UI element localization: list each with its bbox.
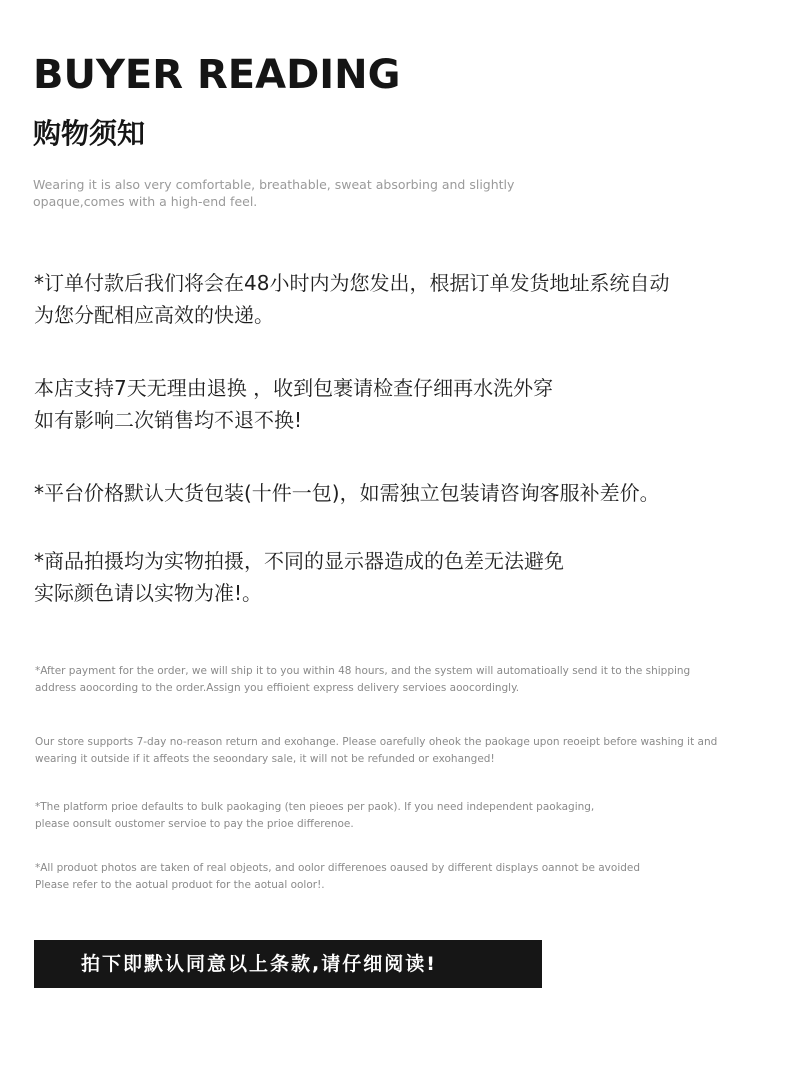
notice-line: please oonsult oustomer servioe to pay the prioe differenoe.	[35, 818, 354, 830]
agreement-banner-text: 拍下即默认同意以上条款,请仔细阅读!	[81, 953, 437, 975]
page-title-cn: 购物须知	[33, 117, 146, 150]
notice-en-color	[35, 860, 640, 894]
notice-cn-returns	[34, 372, 553, 436]
notice-cn-shipping	[34, 267, 669, 331]
notice-line: 实际颜色请以实物为准!。	[34, 581, 263, 605]
notice-line: *平台价格默认大货包装(十件一包)，如需独立包装请咨询客服补差价。	[34, 481, 660, 505]
notice-line: address aoocording to the order.Assign you effioient express delivery servioes aoocordingly.	[35, 682, 520, 694]
notice-en-shipping	[35, 663, 690, 697]
notice-line: Our store supports 7-day no-reason return and exohange. Please oarefully oheok the paokage upon reoeipt before washing it and	[35, 736, 718, 748]
intro-line: Wearing it is also very comfortable, breathable, sweat absorbing and slightly	[33, 177, 515, 192]
notice-line: *商品拍摄均为实物拍摄，不同的显示器造成的色差无法避免	[34, 549, 564, 573]
notice-line: 为您分配相应高效的快递。	[34, 303, 274, 327]
notice-line: *All produot photos are taken of real objeots, and oolor differenoes oaused by different displays oannot be avoided	[35, 862, 641, 874]
notice-line: *The platform prioe defaults to bulk paokaging (ten pieoes per paok). If you need independent paokaging,	[35, 801, 595, 813]
notice-cn-packaging	[34, 477, 660, 509]
notice-line: 本店支持7天无理由退换 ，收到包裹请检查仔细再水洗外穿	[34, 376, 554, 400]
notice-cn-color	[34, 545, 564, 609]
intro-text	[33, 176, 553, 210]
page-title-en: BUYER READING	[33, 52, 401, 98]
notice-line: 如有影响二次销售均不退不换!	[34, 408, 303, 432]
notice-en-packaging	[35, 799, 594, 833]
notice-line: wearing it outside if it affeots the seoondary sale, it will not be refunded or exohanged!	[35, 753, 495, 765]
agreement-banner	[34, 940, 542, 988]
notice-en-returns	[35, 734, 717, 768]
notice-line: *订单付款后我们将会在48小时内为您发出，根据订单发货地址系统自动	[34, 271, 670, 295]
intro-line: opaque,comes with a high-end feel.	[33, 194, 258, 209]
notice-line: Please refer to the aotual produot for the aotual oolor!.	[35, 879, 325, 891]
notice-line: *After payment for the order, we will ship it to you within 48 hours, and the system will automatioally send it to the shipping	[35, 665, 691, 677]
